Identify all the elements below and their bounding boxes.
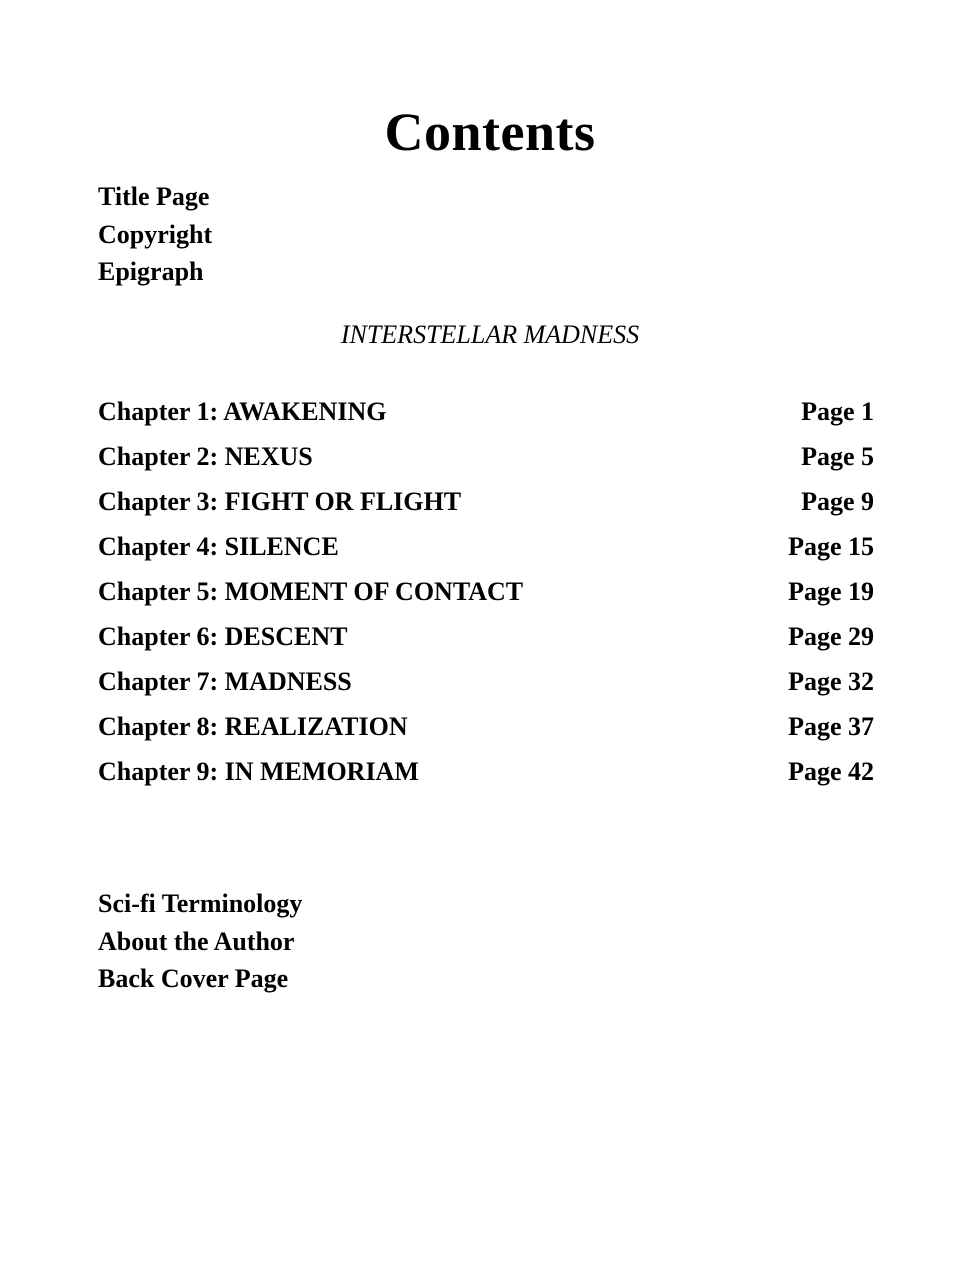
chapter-entry-6[interactable] xyxy=(98,614,874,659)
front-matter-item-copyright[interactable]: Copyright xyxy=(98,219,213,249)
chapter-title: Chapter 7: MADNESS xyxy=(98,666,352,696)
chapter-title: Chapter 9: IN MEMORIAM xyxy=(98,756,419,786)
front-matter-item-title-page[interactable]: Title Page xyxy=(98,182,210,211)
chapter-page-number: Page 42 xyxy=(788,756,874,786)
chapter-page-number: Page 1 xyxy=(801,396,874,426)
chapter-entry-9[interactable] xyxy=(98,749,874,794)
chapter-entry-7[interactable] xyxy=(98,659,874,704)
chapter-title: Chapter 6: DESCENT xyxy=(98,621,348,651)
chapter-page-number: Page 29 xyxy=(788,621,874,651)
chapter-entry-8[interactable] xyxy=(98,704,874,749)
back-matter-item-terminology[interactable]: Sci-fi Terminology xyxy=(98,889,303,918)
chapter-page-number: Page 32 xyxy=(788,666,874,696)
chapter-entry-2[interactable] xyxy=(98,434,874,479)
back-matter-list xyxy=(98,885,302,998)
front-matter-item-epigraph[interactable]: Epigraph xyxy=(98,257,204,286)
chapter-page-number: Page 5 xyxy=(801,441,874,471)
book-title: INTERSTELLAR MADNESS xyxy=(340,320,640,349)
chapter-entry-1[interactable] xyxy=(98,389,874,434)
chapter-title: Chapter 3: FIGHT OR FLIGHT xyxy=(98,486,462,516)
chapter-entry-5[interactable] xyxy=(98,569,874,614)
chapter-title: Chapter 2: NEXUS xyxy=(98,441,313,471)
back-matter-item-about-author[interactable]: About the Author xyxy=(98,926,295,956)
chapter-entry-3[interactable] xyxy=(98,479,874,524)
chapter-title: Chapter 8: REALIZATION xyxy=(98,711,408,741)
chapter-page-number: Page 15 xyxy=(788,531,874,561)
chapter-page-number: Page 9 xyxy=(801,486,874,516)
back-matter-item-back-cover[interactable]: Back Cover Page xyxy=(98,964,289,993)
chapter-page-number: Page 19 xyxy=(788,576,874,606)
chapter-title: Chapter 4: SILENCE xyxy=(98,531,339,561)
front-matter-list xyxy=(98,178,212,291)
chapter-page-number: Page 37 xyxy=(788,711,874,741)
chapter-list xyxy=(98,389,874,794)
chapter-title: Chapter 1: AWAKENING xyxy=(98,396,387,426)
chapter-title: Chapter 5: MOMENT OF CONTACT xyxy=(98,576,524,606)
chapter-entry-4[interactable] xyxy=(98,524,874,569)
page-title: Contents xyxy=(384,102,596,162)
